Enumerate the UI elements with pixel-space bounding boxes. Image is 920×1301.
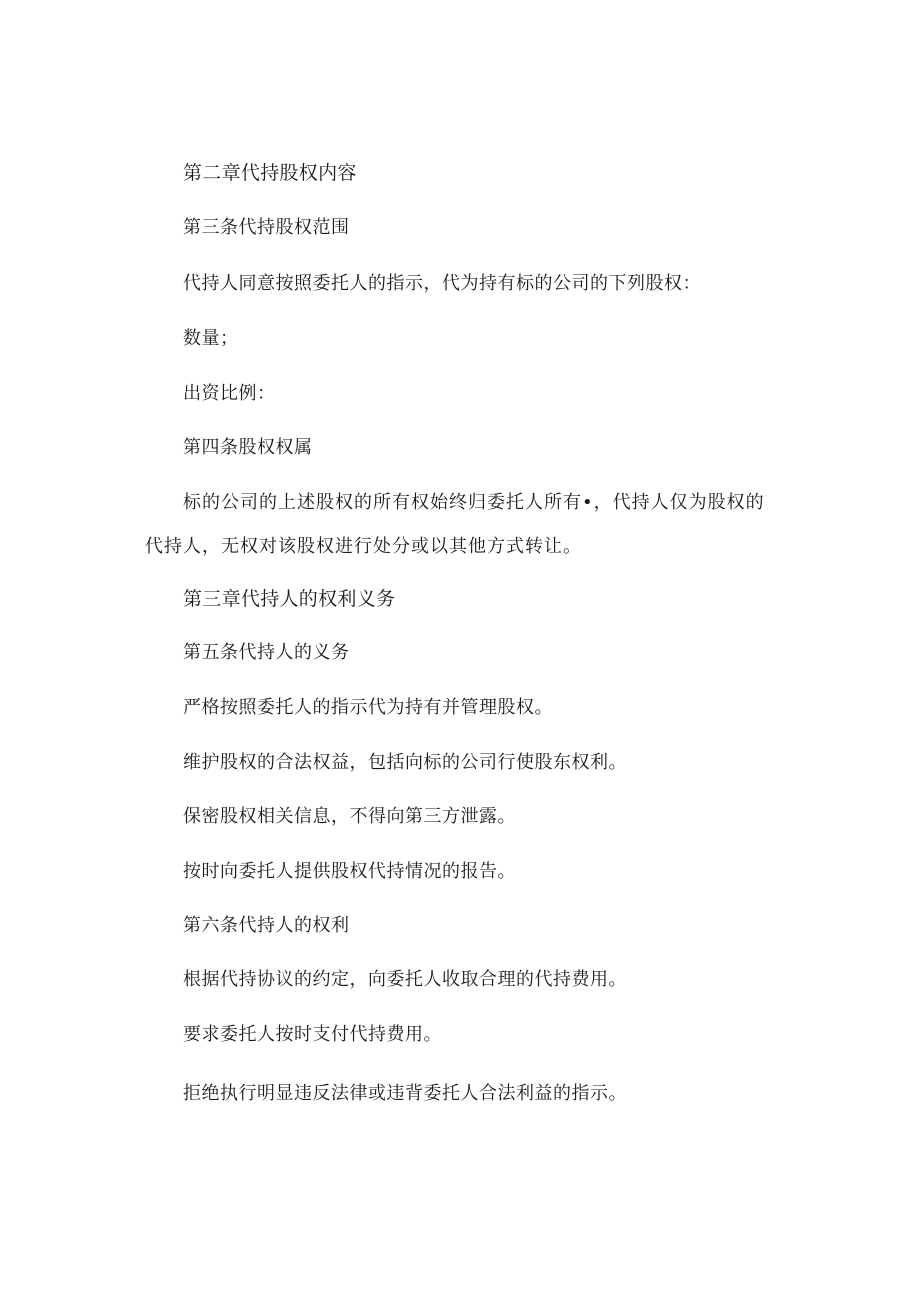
article-5-item-3: 保密股权相关信息，不得向第三方泄露。 [183, 806, 516, 827]
article-6-item-2: 要求委托人按时支付代持费用。 [183, 1024, 442, 1045]
article-3-title: 第三条代持股权范围 [183, 217, 350, 238]
chapter-3-heading: 第三章代持人的权利义务 [183, 588, 396, 610]
article-4-title: 第四条股权权属 [183, 437, 313, 458]
article-3-item-quantity: 数量； [183, 328, 239, 349]
article-5-item-4: 按时向委托人提供股权代持情况的报告。 [183, 861, 516, 882]
article-3-intro: 代持人同意按照委托人的指示，代为持有标的公司的下列股权： [183, 273, 701, 294]
article-6-title: 第六条代持人的权利 [183, 915, 350, 936]
chapter-2-heading: 第二章代持股权内容 [183, 162, 357, 184]
article-6-item-1: 根据代持协议的约定，向委托人收取合理的代持费用。 [183, 969, 627, 990]
article-5-item-1: 严格按照委托人的指示代为持有并管理股权。 [183, 697, 553, 718]
article-5-item-2: 维护股权的合法权益，包括向标的公司行使股东权利。 [183, 752, 627, 773]
article-3-item-ratio: 出资比例： [183, 383, 276, 404]
article-6-item-3: 拒绝执行明显违反法律或违背委托人合法利益的指示。 [183, 1083, 627, 1104]
article-4-body: 标的公司的上述股权的所有权始终归委托人所有•，代持人仅为股权的代持人，无权对该股权进行处分或以其他方式转让。 [145, 492, 765, 557]
article-5-title: 第五条代持人的义务 [183, 642, 350, 663]
